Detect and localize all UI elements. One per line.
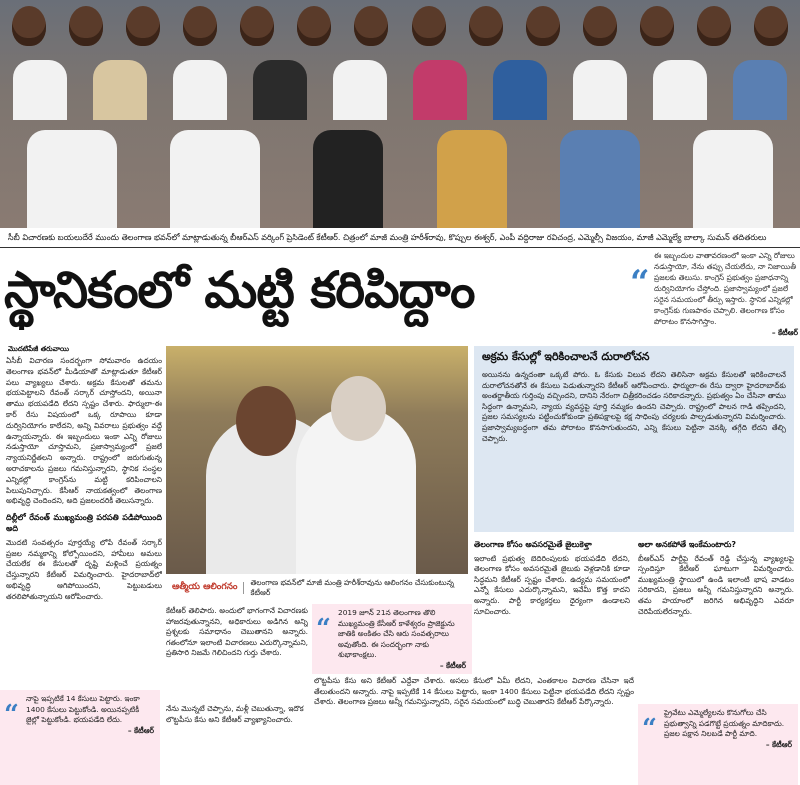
crowd-front-row [0, 130, 800, 228]
top-quote [628, 250, 798, 342]
side-story-title: అక్రమ కేసుల్లో ఇరికించాలనే దురాలోచన [482, 350, 650, 363]
crowd-mid-row [0, 60, 800, 120]
hug-photo-label: ఆత్మీయ ఆలింగనం [166, 582, 244, 594]
pink-quote-middle [312, 604, 472, 674]
quote-mark-icon: “ [642, 714, 657, 744]
top-photo-caption: సీబీ విచారణకు బయలుదేరే ముందు తెలంగాణ భవన్‌లో మాట్లాడుతున్న బీఆర్ఎస్ వర్కింగ్ ప్రెసిడెంట్ కేటీఆర్. చిత్రంలో మాజీ మంత్రి హరీశ్‌రావు, కొప్పుల ఈశ్వర్, ఎంపీ వద్దిరాజు రవిచంద్ర, ఎమ్మెల్సీ విజయం, మాజీ ఎమ్మెల్యే బాల్కా సుమన్ తదితరులు [0, 228, 800, 248]
side-story-box [474, 346, 794, 532]
top-photo [0, 0, 800, 228]
hug-photo [166, 346, 468, 574]
crowd-back-row [0, 6, 800, 46]
main-headline: స్థానికంలో మట్టి కరిపిద్దాం [4, 261, 475, 319]
left-column-body: ఏసీబీ విచారణ సందర్భంగా సోమవారం ఉదయం తెలంగాణ భవన్‌లో మీడియాతో మాట్లాడుతూ కేటీఆర్ పలు వ్యాఖ్యలు చేశారు. అక్రమ కేసులతో తమను భయపెట్టాలని రేవంత్ సర్కార్ చూస్తోందని, అయినా తాము భయపడేది లేదని స్పష్టం చేశారు. ఫార్ములా-ఈ కార్ రేసు విషయంలో ఒక్క రూపాయి కూడా దుర్వినియోగం కాలేదని, అన్ని వివరాలు ప్రభుత్వం వద్దే ఉన్నాయన్నారు. ఈ ఇబ్బందులు ఇంకా ఎన్ని రోజులు నడుస్తాయో చూస్తామని, ప్రజాస్వామ్యంలో ప్రజలే న్యాయనిర్ణేతలని అన్నారు. రాష్ట్రంలో జరుగుతున్న అరాచకాలను ప్రజలు గమనిస్తున్నారని, స్థానిక సంస్థల ఎన్నికల్లో కాంగ్రెస్‌ను మట్టి కరిపించాలని పిలుపునిచ్చారు. కేసీఆర్ నాయకత్వంలో తెలంగాణ అభివృద్ధి చెందిందని, అది ప్రజలందరికీ తెలుసన్నారు. [6, 356, 162, 506]
left-column [6, 356, 162, 678]
middle-bottom-text: కేటీఆర్ తెలిపారు. అందులో భాగంగానే విచారణకు హాజరవుతున్నానని, అధికారులు అడిగిన అన్ని ప్రశ్నలకు సమాధానం చెబుతానని అన్నారు. గతంలోనూ ఇలాంటి విచారణలు ఎదుర్కొన్నామని, ప్రతిసారి నిజమే గెలిచిందని గుర్తు చేశారు. [166, 606, 308, 658]
top-quote-author: – కేటీఆర్ [771, 328, 798, 337]
column-four-subhead: అలా అనకపోతే ఇంకేమంటారు? [638, 540, 737, 549]
pink-quote-right-text: ప్రైవేటు ఎమ్మెల్యేలను కొనుగోలు చేసి ప్రభుత్వాన్ని పడగొట్టే ప్రయత్నం మాదికాదు. ప్రజల పక్షాన నిలబడే పార్టీ మాది. [664, 708, 785, 739]
column-four [638, 540, 794, 700]
pink-quote-middle-text: 2019 జూన్ 21న తెలంగాణ తొలి ముఖ్యమంత్రి కేసీఆర్ కాళేశ్వరం ప్రాజెక్టును జాతికి అంకితం చేసి ఆరు సంవత్సరాలు అవుతోంది. ఈ సందర్భంగా నాకు శుభాకాంక్షలు. [338, 608, 455, 660]
column-three-body: ఇలాంటి ప్రభుత్వ బెదిరింపులకు భయపడేది లేదని, తెలంగాణ కోసం అవసరమైతే జైలుకు వెళ్లడానికి కూడా సిద్ధమని కేటీఆర్ స్పష్టం చేశారు. ఉద్యమ సమయంలో ఎన్నో కేసులు ఎదుర్కొన్నామని, ఇవేమీ కొత్త కాదని అన్నారు. పార్టీ కార్యకర్తలు ధైర్యంగా ఉండాలని సూచించారు. [474, 553, 630, 616]
side-story-body: అయినను ఉన్నదంతా ఒక్కటే పోరు. ఓ కేసుకు విలువ లేదని తెలిసినా అక్రమ కేసులతో ఇరికించాలనే దురాలోచనతోనే ఈ కేసులు పెడుతున్నారని కేటీఆర్ ఆరోపించారు. ఫార్ములా-ఈ రేసు ద్వారా హైదరాబాద్‌కు అంతర్జాతీయ గుర్తింపు వచ్చిందని, దానిని నేరంగా చిత్రీకరించడం సరికాదన్నారు. ప్రభుత్వం ఏం చేసినా తాము సిద్ధంగా ఉన్నామని, న్యాయ వ్యవస్థపై పూర్తి నమ్మకం ఉందని చెప్పారు. రాష్ట్రంలో పాలన గాడి తప్పిందని, ప్రజల సమస్యలను పట్టించుకోకుండా ప్రతిపక్షాలపై కక్ష సాధింపు చర్యలకు పాల్పడుతున్నారని విమర్శించారు. ప్రజాస్వామ్యబద్ధంగా తమ పోరాటం కొనసాగుతుందని, ఎన్ని కేసులు పెట్టినా వెనక్కి తగ్గేది లేదని తేల్చి చెప్పారు. [482, 370, 786, 443]
quote-mark-icon: “ [4, 700, 19, 730]
column-four-body: బీఆర్ఎస్ పార్టీపై రేవంత్ రెడ్డి చేస్తున్న వ్యాఖ్యలపై స్పందిస్తూ కేటీఆర్ ఘాటుగా విమర్శించారు. ముఖ్యమంత్రి స్థాయిలో ఉండి ఇలాంటి భాష వాడటం సరికాదని, ప్రజలు అన్నీ గమనిస్తున్నారని అన్నారు. తమ హయాంలో జరిగిన అభివృద్ధిని ఎవరూ చెరిపేయలేరన్నారు. [638, 553, 794, 616]
quote-mark-icon: “ [630, 263, 650, 303]
pink-quote-right [638, 704, 798, 785]
continuation-tag: మొదటిపేజీ తరువాయి [8, 345, 70, 353]
hug-photo-caption [166, 574, 468, 602]
quote-mark-icon: “ [316, 614, 331, 644]
hug-photo-caption-text: తెలంగాణ భవన్‌లో మాజీ మంత్రి హరీశ్‌రావును ఆలింగనం చేసుకుంటున్న కేటీఆర్ [250, 578, 455, 597]
left-column-subhead: దిల్లీలో రేవంత్‌ ముఖ్యమంత్రి పరపతి పడిపోయింది అది [6, 513, 162, 533]
top-quote-text: ఈ ఇబ్బందుల వాతావరణంలో ఇంకా ఎన్ని రోజులు నడుస్తాయో, నేను తప్పు చేయలేదు, నా నిజాయితీ ప్రజలకు తెలుసు. కాంగ్రెస్ ప్రభుత్వం ప్రజాధనాన్ని దుర్వినియోగం చేస్తోంది. ప్రజాస్వామ్యంలో ప్రజలే సరైన సమయంలో తీర్పు ఇస్తారు. స్థానిక ఎన్నికల్లో కాంగ్రెస్‌కు గుణపాఠం చెప్పాలి. తెలంగాణ కోసం పోరాటం కొనసాగిస్తాం. [654, 251, 796, 326]
left-column-body2: మొదటి సంవత్సరం పూర్తయ్యే లోపే రేవంత్ సర్కార్ ప్రజల నమ్మకాన్ని కోల్పోయిందని, హామీలు అమలు చేయలేక ఈ కేసులతో దృష్టి మళ్లించే ప్రయత్నం చేస్తున్నారని కేటీఆర్ విమర్శించారు. హైదరాబాద్‌లో అభివృద్ధి ఆగిపోయిందని, పెట్టుబడులు తరలిపోతున్నాయని ఆరోపించారు. [6, 537, 162, 601]
bottom-middle-text: నేను మొన్నటే చెప్పాను, మళ్లీ చెబుతున్నా, ఇదొక లొట్టపీసు కేసు అని కేటీఆర్ వ్యాఖ్యానించారు. [166, 704, 304, 724]
pink-quote-left [0, 690, 160, 785]
pink-quote-right-author: – కేటీఆర్ [765, 739, 792, 749]
pink-quote-left-text: నాపై ఇప్పటికే 14 కేసులు పెట్టారు. ఇంకా 1400 కేసులు పెట్టుకోండి. అయినప్పటికీ జైల్లో పెట్టుకోండి. భయపడేది లేదు. [26, 694, 140, 725]
pink-quote-middle-author: – కేటీఆర్ [439, 660, 466, 670]
bottom-center-text: లొట్టపీసు కేసు అని కేటీఆర్ ఎద్దేవా చేశారు. అసలు కేసులో ఏమీ లేదని, ఎంతకాలం విచారణ చేసినా ఇదే తేలుతుందని అన్నారు. నాపై ఇప్పటికే 14 కేసులు పెట్టారు, ఇంకా 1400 కేసులు పెట్టినా భయపడేది లేదని స్పష్టం చేశారు. తెలంగాణ ప్రజలు అన్నీ గమనిస్తున్నారని, సరైన సమయంలో బుద్ధి చెబుతారని కేటీఆర్ పేర్కొన్నారు. [314, 676, 634, 707]
column-three-subhead: తెలంగాణ కోసం అవసరమైతే జైలుకెళ్తా [474, 540, 592, 549]
pink-quote-left-author: – కేటీఆర్ [127, 725, 154, 735]
